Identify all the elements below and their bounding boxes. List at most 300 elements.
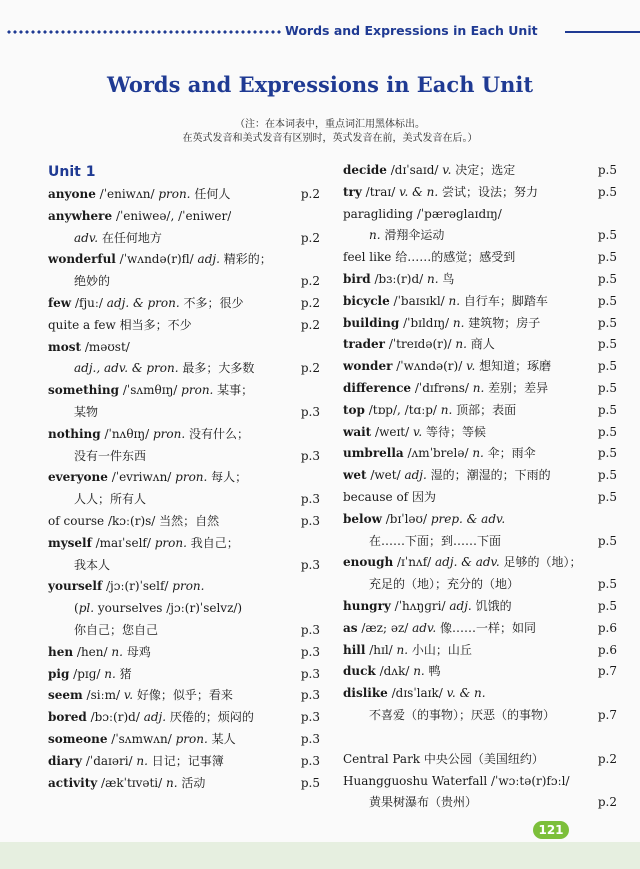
part-of-speech: v. bbox=[123, 688, 134, 703]
entry-line bbox=[48, 228, 320, 250]
entry-line bbox=[343, 269, 617, 291]
page-ref: p.5 bbox=[597, 598, 617, 613]
definition: 给……的感觉；感受到 bbox=[395, 250, 516, 265]
entry-line bbox=[343, 465, 617, 487]
entry-line bbox=[343, 574, 617, 596]
part-of-speech: n. bbox=[427, 271, 439, 286]
page-ref bbox=[611, 683, 617, 705]
definition: 商人 bbox=[466, 337, 495, 352]
entry-text bbox=[74, 358, 254, 380]
entry-line bbox=[343, 596, 617, 618]
definition: 饥饿的 bbox=[471, 598, 512, 613]
pronunciation: /ˈwɔːtə(r)fɔːl/ bbox=[487, 773, 570, 788]
page-ref: p.2 bbox=[300, 361, 320, 376]
entry-text bbox=[48, 293, 244, 315]
entry-text bbox=[343, 291, 548, 313]
page-ref bbox=[611, 771, 617, 793]
pronunciation: /ˈbɪldɪŋ/ bbox=[399, 315, 453, 330]
entry-line bbox=[48, 358, 320, 380]
pronunciation: /ˈtreɪdə(r)/ bbox=[385, 337, 456, 352]
entry-line bbox=[343, 509, 617, 531]
entry-text bbox=[343, 160, 515, 182]
headword: hill bbox=[343, 642, 366, 657]
vocab-entry bbox=[343, 552, 617, 596]
pronunciation: /ˈdɪfrəns/ bbox=[411, 380, 473, 395]
entry-text bbox=[74, 402, 98, 424]
headword: paragliding bbox=[343, 206, 414, 221]
entry-text bbox=[48, 206, 231, 228]
definition: yourselves /jɔː(r)ˈselvz/) bbox=[94, 601, 243, 616]
definition: 充足的（地）；充分的（地） bbox=[369, 577, 520, 592]
vocab-entry bbox=[48, 685, 320, 707]
entry-line bbox=[343, 683, 617, 705]
page-ref: p.5 bbox=[597, 228, 617, 243]
part-of-speech: adj. bbox=[449, 598, 472, 613]
entry-text bbox=[74, 489, 146, 511]
headword: of course bbox=[48, 513, 105, 528]
headword: below bbox=[343, 511, 382, 526]
pronunciation: /ˈhʌŋɡri/ bbox=[390, 598, 450, 613]
entry-line bbox=[48, 511, 320, 533]
headword: something bbox=[48, 383, 120, 398]
headword: feel like bbox=[343, 250, 392, 265]
vocab-entry bbox=[48, 751, 320, 773]
page-ref: p.5 bbox=[597, 315, 617, 330]
definition: 我本人 bbox=[74, 557, 111, 572]
pronunciation: /pɪɡ/ bbox=[69, 666, 105, 681]
part-of-speech: pron. bbox=[154, 535, 187, 550]
vocab-entry bbox=[343, 356, 617, 378]
entry-text bbox=[48, 751, 224, 773]
entry-line bbox=[343, 771, 617, 793]
definition: 自行车；脚踏车 bbox=[460, 293, 548, 308]
pronunciation: /hɪl/ bbox=[365, 642, 397, 657]
entry-line bbox=[48, 773, 320, 795]
entry-line bbox=[343, 247, 617, 269]
pronunciation: /dɪˈsaɪd/ bbox=[386, 163, 443, 177]
headword: seem bbox=[48, 688, 83, 703]
definition: 建筑物；房子 bbox=[464, 315, 541, 330]
entry-line bbox=[48, 446, 320, 468]
pronunciation: /ʌmˈbrelə/ bbox=[403, 446, 473, 461]
pronunciation: /ækˈtɪvəti/ bbox=[97, 775, 166, 790]
definition: 滑翔伞运动 bbox=[380, 228, 445, 243]
entry-text bbox=[48, 642, 151, 664]
pronunciation: /ˈwʌndə(r)/ bbox=[392, 359, 467, 374]
page-ref: p.5 bbox=[597, 293, 617, 308]
headword: wet bbox=[343, 468, 367, 483]
entry-text bbox=[343, 334, 495, 356]
entry-line bbox=[343, 334, 617, 356]
entry-line bbox=[343, 182, 617, 204]
pronunciation: /ˈwʌndə(r)fl/ bbox=[115, 252, 198, 267]
entry-line bbox=[343, 531, 617, 553]
entry-text bbox=[48, 576, 204, 598]
unit-heading: Unit 1 bbox=[48, 164, 96, 180]
page-ref bbox=[314, 249, 320, 271]
definition: 足够的（地）； bbox=[499, 555, 582, 570]
entry-text bbox=[74, 271, 110, 293]
definition: 想知道；琢磨 bbox=[475, 359, 552, 374]
page-ref: p.5 bbox=[597, 250, 617, 265]
right-column bbox=[343, 160, 617, 814]
entry-line bbox=[48, 293, 320, 315]
page-ref bbox=[314, 467, 320, 489]
left-column bbox=[48, 160, 320, 794]
part-of-speech: n. bbox=[440, 402, 453, 417]
headword: yourself bbox=[48, 579, 103, 594]
entry-line bbox=[48, 271, 320, 293]
entry-line bbox=[343, 661, 617, 683]
headword: myself bbox=[48, 535, 92, 550]
entry-line bbox=[48, 402, 320, 424]
part-of-speech: adj. & adv. bbox=[435, 555, 500, 570]
page-ref: p.3 bbox=[300, 513, 320, 528]
entry-text bbox=[48, 424, 249, 446]
part-of-speech: pron. bbox=[175, 470, 208, 485]
page-title: Words and Expressions in Each Unit bbox=[106, 72, 534, 97]
part-of-speech: adj. & pron. bbox=[106, 295, 180, 310]
headword: bicycle bbox=[343, 293, 390, 308]
definition: 某人 bbox=[207, 731, 236, 746]
vocab-entry bbox=[343, 204, 617, 248]
part-of-speech: v. & n. bbox=[399, 184, 439, 199]
vocab-entry bbox=[48, 315, 320, 337]
pronunciation: /æz; əz/ bbox=[357, 620, 413, 635]
dotted-rule bbox=[6, 30, 281, 34]
headword: enough bbox=[343, 555, 394, 570]
entry-text bbox=[343, 182, 538, 204]
page-ref: p.2 bbox=[597, 751, 617, 766]
pronunciation: /maɪˈself/ bbox=[91, 535, 155, 550]
page-ref: p.2 bbox=[300, 187, 320, 201]
vocab-entry bbox=[343, 269, 617, 291]
entry-text bbox=[48, 685, 233, 707]
entry-text bbox=[343, 356, 551, 378]
vocab-entry bbox=[48, 642, 320, 664]
page-ref: p.3 bbox=[300, 666, 320, 681]
pronunciation: /jɔː(r)ˈself/ bbox=[102, 579, 173, 594]
definition: 没有一件东西 bbox=[74, 448, 147, 463]
part-of-speech: pron. bbox=[152, 426, 186, 441]
definition: 当然；自然 bbox=[159, 513, 220, 528]
pronunciation: /ˈeniweə/, /ˈeniwer/ bbox=[112, 208, 232, 223]
entry-text bbox=[369, 574, 519, 596]
page-ref: p.3 bbox=[300, 448, 320, 463]
pronunciation: /ˈsʌmθɪŋ/ bbox=[119, 383, 182, 398]
definition: 在任何地方 bbox=[98, 230, 162, 245]
pronunciation: /ˈeniwʌn/ bbox=[95, 187, 159, 201]
vocab-entry bbox=[48, 707, 320, 729]
page-ref: p.3 bbox=[300, 644, 320, 659]
definition: 某事； bbox=[213, 383, 254, 398]
pronunciation: /bɔː(r)d/ bbox=[86, 710, 144, 725]
page-ref bbox=[314, 533, 320, 555]
vocab-entry bbox=[48, 337, 320, 381]
entry-text bbox=[343, 443, 536, 465]
entry-text bbox=[343, 596, 512, 618]
part-of-speech: v. bbox=[412, 424, 423, 439]
part-of-speech: adj. bbox=[404, 468, 427, 483]
entry-line bbox=[48, 729, 320, 751]
definition: 每人； bbox=[207, 470, 248, 485]
pronunciation: /wet/ bbox=[366, 468, 405, 483]
page-ref: p.3 bbox=[300, 404, 320, 419]
part-of-speech: n. bbox=[455, 337, 467, 352]
headword: everyone bbox=[48, 470, 108, 485]
entry-text bbox=[48, 184, 230, 206]
headword: decide bbox=[343, 163, 387, 177]
entry-text bbox=[343, 552, 582, 574]
entry-list bbox=[343, 160, 617, 814]
vocab-entry bbox=[48, 293, 320, 315]
part-of-speech: n. bbox=[413, 664, 425, 679]
entry-text bbox=[48, 249, 272, 271]
page-ref: p.2 bbox=[597, 795, 617, 810]
headword: try bbox=[343, 184, 362, 199]
vocab-entry bbox=[343, 683, 617, 727]
part-of-speech: adv. bbox=[412, 620, 437, 635]
entry-text bbox=[48, 729, 236, 751]
definition: 最多；大多数 bbox=[178, 361, 255, 376]
note-line-1: （注：在本词表中，重点词汇用黑体标出。 bbox=[235, 119, 425, 130]
entry-text bbox=[343, 509, 505, 531]
entry-text bbox=[74, 598, 242, 620]
page-ref: p.5 bbox=[597, 380, 617, 395]
part-of-speech: n. bbox=[452, 315, 465, 330]
entry-line bbox=[48, 315, 320, 337]
page-number: 121 bbox=[533, 821, 569, 839]
entry-line bbox=[48, 576, 320, 598]
definition: 绝妙的 bbox=[74, 274, 111, 289]
page-ref: p.3 bbox=[300, 492, 320, 507]
part-of-speech: v. & n. bbox=[446, 686, 486, 701]
entry-text bbox=[48, 773, 205, 795]
vocab-entry bbox=[343, 749, 617, 771]
page-ref: p.2 bbox=[300, 230, 320, 245]
vocab-entry bbox=[343, 771, 617, 815]
definition: 活动 bbox=[177, 775, 206, 790]
entry-text bbox=[48, 511, 219, 533]
vocab-entry bbox=[343, 334, 617, 356]
pronunciation: /dɪsˈlaɪk/ bbox=[387, 686, 447, 701]
entry-text bbox=[343, 683, 486, 705]
headword: activity bbox=[48, 775, 98, 790]
part-of-speech: pron. bbox=[158, 187, 191, 201]
page-ref: p.2 bbox=[300, 295, 320, 310]
entry-line bbox=[343, 204, 617, 226]
entry-text bbox=[48, 664, 132, 686]
entry-line bbox=[48, 751, 320, 773]
page-ref bbox=[314, 598, 320, 620]
headword: wonder bbox=[343, 359, 393, 374]
page-ref: p.5 bbox=[597, 184, 617, 199]
vocab-entry bbox=[48, 206, 320, 250]
part-of-speech: n. bbox=[369, 228, 381, 243]
definition: 母鸡 bbox=[122, 644, 151, 659]
definition: 湿的；潮湿的；下雨的 bbox=[426, 468, 551, 483]
vocab-entry bbox=[343, 400, 617, 422]
part-of-speech: pron. bbox=[175, 731, 208, 746]
page-ref bbox=[611, 509, 617, 531]
entry-text bbox=[343, 465, 551, 487]
running-header-title: Words and Expressions in Each Unit bbox=[285, 23, 538, 38]
entry-text bbox=[48, 337, 130, 359]
vocab-entry bbox=[343, 640, 617, 662]
vocab-entry bbox=[48, 249, 320, 293]
page-ref: p.6 bbox=[597, 620, 617, 635]
entry-line bbox=[343, 487, 617, 509]
headword: anywhere bbox=[48, 208, 113, 223]
page-ref: p.5 bbox=[597, 446, 617, 461]
entry-line bbox=[343, 313, 617, 335]
pronunciation: /hen/ bbox=[73, 644, 112, 659]
part-of-speech: adj. bbox=[143, 710, 167, 725]
pronunciation: /tɒp/, /tɑːp/ bbox=[364, 402, 441, 417]
vocab-entry bbox=[48, 424, 320, 468]
entry-line bbox=[48, 664, 320, 686]
entry-text bbox=[343, 204, 502, 226]
definition: 没有什么； bbox=[185, 426, 249, 441]
entry-line bbox=[343, 400, 617, 422]
entry-line bbox=[48, 685, 320, 707]
part-of-speech: n. bbox=[111, 644, 123, 659]
pronunciation: /kɔː(r)s/ bbox=[104, 513, 160, 528]
definition: 等待；等候 bbox=[422, 424, 486, 439]
page-ref: p.3 bbox=[300, 622, 320, 637]
page-ref: p.6 bbox=[597, 642, 617, 657]
definition: 精彩的； bbox=[219, 252, 272, 267]
headword: as bbox=[343, 620, 358, 635]
headword: anyone bbox=[48, 187, 96, 201]
vocab-entry bbox=[343, 247, 617, 269]
entry-line bbox=[343, 552, 617, 574]
entry-line bbox=[48, 184, 320, 206]
headword: bored bbox=[48, 710, 87, 725]
pronunciation: /traɪ/ bbox=[361, 184, 400, 199]
vocab-entry bbox=[343, 182, 617, 204]
entry-text bbox=[343, 487, 436, 509]
page-ref: p.5 bbox=[597, 402, 617, 417]
page-ref: p.5 bbox=[597, 468, 617, 483]
vocab-entry bbox=[343, 661, 617, 683]
definition: 你自己；您自己 bbox=[74, 622, 159, 637]
pronunciation: /bɪˈləʊ/ bbox=[381, 511, 431, 526]
definition: 中央公园（美国纽约） bbox=[423, 751, 544, 766]
entry-text bbox=[369, 225, 444, 247]
page-ref: p.5 bbox=[597, 337, 617, 352]
headword: hen bbox=[48, 644, 74, 659]
entry-text bbox=[343, 661, 441, 683]
section-spacer bbox=[343, 727, 617, 749]
pronunciation: /ˈnʌθɪŋ/ bbox=[100, 426, 153, 441]
entry-line bbox=[48, 380, 320, 402]
pronunciation: /siːm/ bbox=[82, 688, 124, 703]
headword: wonderful bbox=[48, 252, 116, 267]
headword: nothing bbox=[48, 426, 101, 441]
part-of-speech: n. bbox=[396, 642, 409, 657]
part-of-speech: adv. bbox=[74, 230, 99, 245]
definition: 不多；很少 bbox=[179, 295, 244, 310]
vocab-entry bbox=[48, 576, 320, 641]
definition: 鸟 bbox=[438, 271, 455, 286]
vocab-entry bbox=[343, 618, 617, 640]
entry-text bbox=[343, 749, 544, 771]
pronunciation: /ˈdaɪəri/ bbox=[82, 753, 137, 768]
entry-line bbox=[48, 620, 320, 642]
part-of-speech: v. bbox=[466, 359, 476, 374]
part-of-speech: n. bbox=[448, 293, 461, 308]
page-ref: p.3 bbox=[300, 731, 320, 746]
page-ref bbox=[314, 576, 320, 598]
page-ref: p.3 bbox=[300, 710, 320, 725]
pronunciation: /fjuː/ bbox=[71, 295, 107, 310]
entry-line bbox=[48, 642, 320, 664]
definition: 某物 bbox=[74, 404, 99, 419]
page-ref: p.5 bbox=[597, 577, 617, 592]
vocab-entry bbox=[48, 729, 320, 751]
headword: diary bbox=[48, 753, 83, 768]
definition: 鸭 bbox=[424, 664, 441, 679]
part-of-speech: v. bbox=[442, 163, 452, 177]
entry-text bbox=[369, 705, 555, 727]
part-of-speech: n. bbox=[472, 446, 484, 461]
page-ref bbox=[611, 552, 617, 574]
headword: wait bbox=[343, 424, 372, 439]
entry-line bbox=[48, 555, 320, 577]
vocab-entry bbox=[48, 511, 320, 533]
vocab-entry bbox=[343, 509, 617, 553]
entry-line bbox=[48, 249, 320, 271]
entry-line bbox=[343, 225, 617, 247]
part-of-speech: n. bbox=[166, 775, 178, 790]
definition: 伞；雨伞 bbox=[483, 446, 536, 461]
entry-line bbox=[48, 707, 320, 729]
page-ref: p.5 bbox=[597, 163, 617, 177]
part-of-speech: n. bbox=[104, 666, 116, 681]
entry-line bbox=[48, 467, 320, 489]
definition: 顶部；表面 bbox=[452, 402, 517, 417]
entry-text bbox=[343, 269, 454, 291]
headword: most bbox=[48, 339, 81, 354]
pronunciation: ( bbox=[74, 601, 79, 616]
header-rule bbox=[565, 31, 640, 33]
page-ref bbox=[314, 337, 320, 359]
entry-text bbox=[48, 315, 192, 337]
entry-line bbox=[343, 792, 617, 814]
definition: 厌倦的；烦闷的 bbox=[166, 710, 254, 725]
definition: 任何人 bbox=[190, 187, 231, 201]
entry-line bbox=[343, 749, 617, 771]
part-of-speech: pron. bbox=[181, 383, 214, 398]
page-ref: p.3 bbox=[300, 557, 320, 572]
headword: hungry bbox=[343, 598, 391, 613]
part-of-speech: adj. bbox=[197, 252, 220, 267]
headword: Central Park bbox=[343, 751, 421, 766]
definition: 日记；记事簿 bbox=[147, 753, 224, 768]
headword: someone bbox=[48, 731, 108, 746]
entry-text bbox=[343, 400, 516, 422]
definition: 我自己； bbox=[186, 535, 239, 550]
entry-text bbox=[74, 228, 162, 250]
pronunciation: /ˈevriwʌn/ bbox=[107, 470, 176, 485]
vocab-entry bbox=[48, 664, 320, 686]
pronunciation: /ˈpærəɡlaɪdɪŋ/ bbox=[413, 206, 502, 221]
part-of-speech: prep. & adv. bbox=[430, 511, 506, 526]
part-of-speech: pl. bbox=[78, 601, 95, 616]
pronunciation: /bɜː(r)d/ bbox=[370, 271, 427, 286]
page-ref: p.5 bbox=[597, 359, 617, 374]
